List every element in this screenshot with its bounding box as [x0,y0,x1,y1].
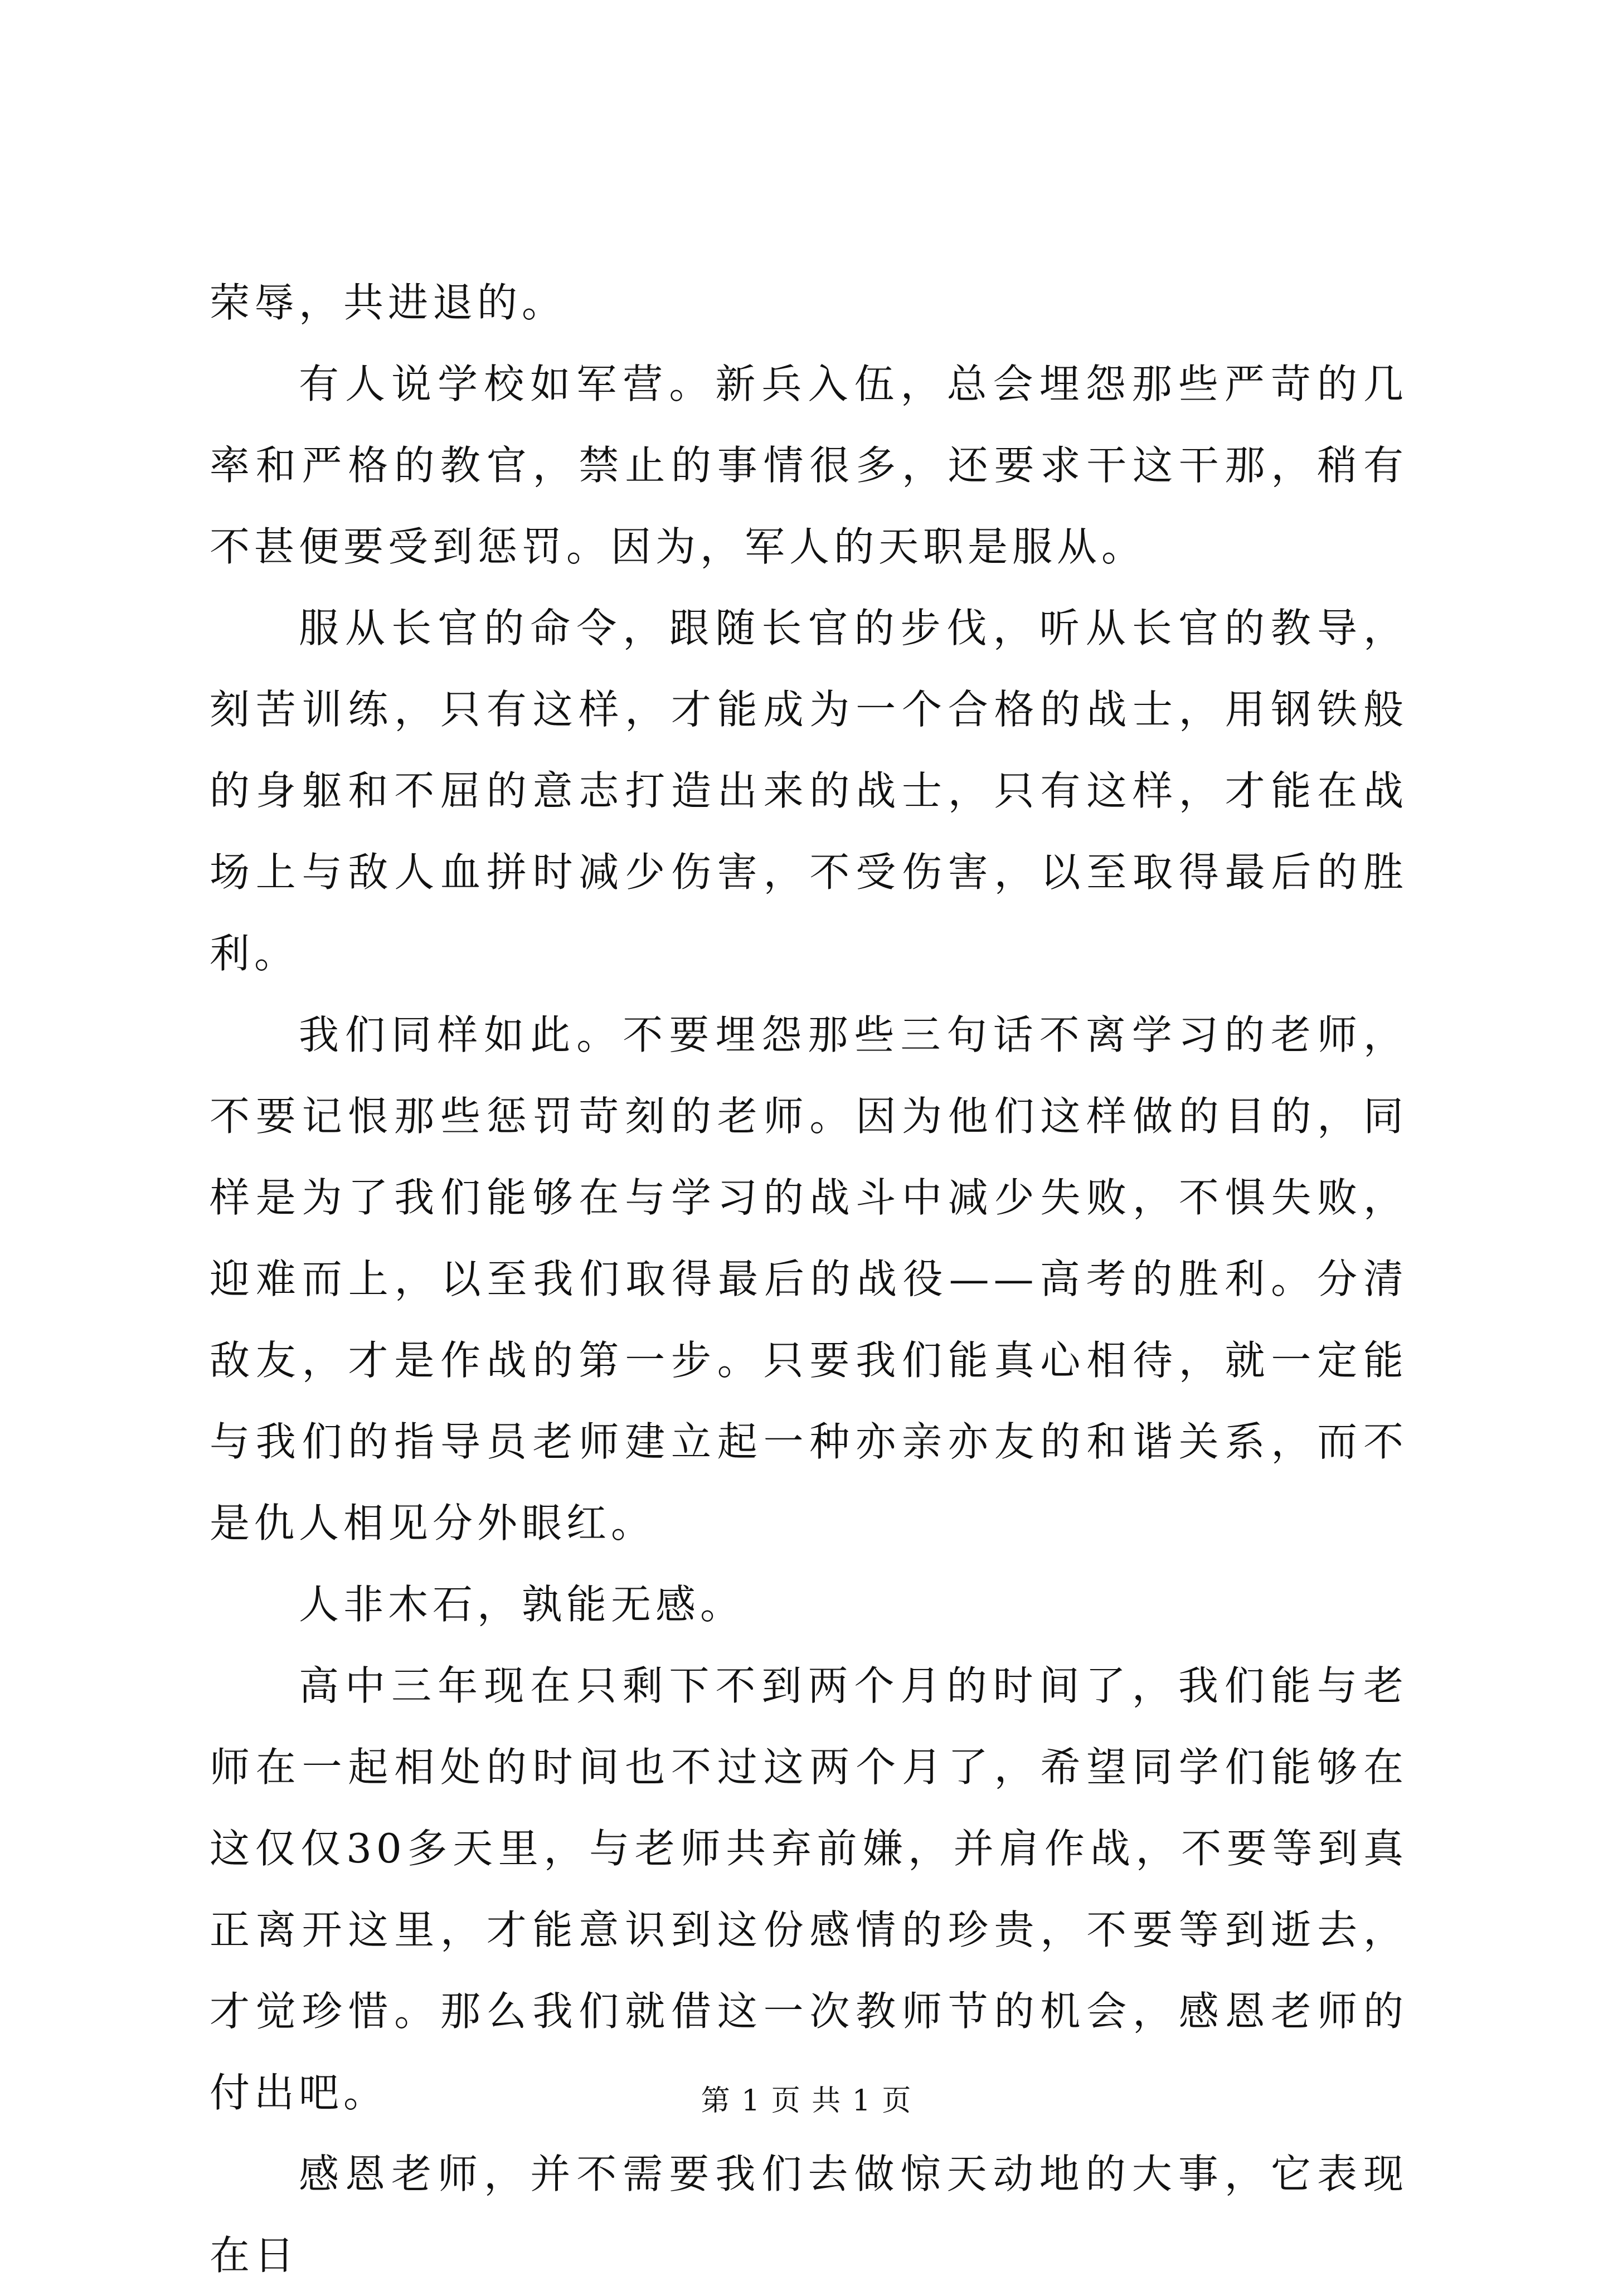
paragraph-2: 有人说学校如军营。新兵入伍，总会埋怨那些严苛的几率和严格的教官，禁止的事情很多，还要求干这干那，稍有不甚便要受到惩罚。因为，军人的天职是服从。 [210,361,1408,570]
paragraph-5: 人非木石，孰能无感。 [299,1581,745,1628]
page-footer: 第 1 页 共 1 页 [701,2084,912,2118]
paragraph-1: 荣辱，共进退的。 [210,279,567,326]
paragraph-3: 服从长官的命令，跟随长官的步伐，听从长官的教导，刻苦训练，只有这样，才能成为一个合格的战士，用钢铁般的身躯和不屈的意志打造出来的战士，只有这样，才能在战场上与敌人血拼时减少伤害，不受伤害，以至取得最后的胜利。 [210,605,1408,977]
paragraph-6: 高中三年现在只剩下不到两个月的时间了，我们能与老师在一起相处的时间也不过这两个月了，希望同学们能够在这仅仅30多天里，与老师共弃前嫌，并肩作战，不要等到真正离开这里，才能意识到这份感情的珍贵，不要等到逝去，才觉珍惜。那么我们就借这一次教师节的机会，感恩老师的付出吧。 [210,1662,1408,2116]
paragraph-7: 感恩老师，并不需要我们去做惊天动地的大事，它表现在日 [210,2151,1408,2279]
paragraph-4: 我们同样如此。不要埋怨那些三句话不离学习的老师，不要记恨那些惩罚苛刻的老师。因为他们这样做的目的，同样是为了我们能够在与学习的战斗中减少失败，不惧失败，迎难而上，以至我们取得最后的战役——高考的胜利。分清敌友，才是作战的第一步。只要我们能真心相待，就一定能与我们的指导员老师建立起一种亦亲亦友的和谐关系，而不是仇人相见分外眼红。 [210,1011,1408,1546]
document-body [210,262,1408,2296]
